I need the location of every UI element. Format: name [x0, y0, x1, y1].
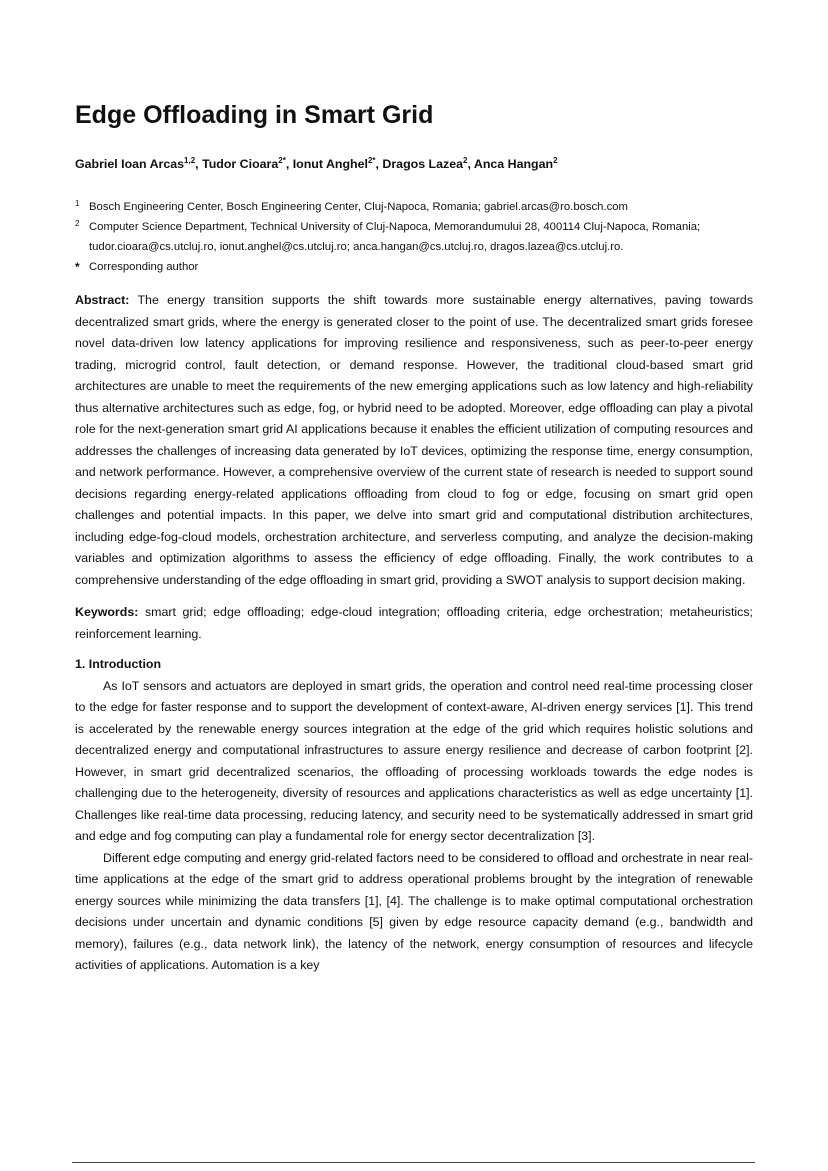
author: Gabriel Ioan Arcas$^{1,2}$, — [75, 156, 203, 172]
paper-page — [75, 100, 753, 977]
affiliation-mark: * — [75, 260, 80, 275]
abstract-label: Abstract: — [75, 293, 130, 308]
affiliation-item — [75, 257, 753, 277]
affiliation-list — [75, 197, 753, 277]
abstract-text: The energy transition supports the shift towards more sustainable energy alternatives, paving towards decentralized smart grids, where the energy is generated closer to the point of use. The decentralized smart grids foresee novel data-driven low latency applications for improving resilience and responsiveness, such as peer-to-peer energy trading, microgrid control, fault detection, or demand response. However, the traditional cloud-based smart grid architectures are unable to meet the requirements of the new emerging applications such as low latency and high-reliability thus alternative architectures such as edge, fog, or hybrid need to be adopted. Moreover, edge offloading can play a pivotal role for the next-generation smart grid AI applications because it enables the efficient utilization of computing resources and addresses the challenges of increasing data generated by IoT devices, optimizing the response time, energy consumption, and network performance. However, a comprehensive overview of the current state of research is needed to support sound decisions regarding energy-related applications offloading from cloud to fog or edge, focusing on smart grid open challenges and potential impacts. In this paper, we delve into smart grid and computational distribution architectures, including edge-fog-cloud models, orchestration architecture, and serverless computing, and analyze the decision-making variables and optimization algorithms to assess the efficiency of edge offloading. Finally, the work contributes to a comprehensive understanding of the edge offloading in smart grid, providing a SWOT analysis to support decision making. — [75, 293, 754, 587]
author: Ionut Anghel$^{2*}$, — [292, 156, 383, 172]
affiliation-text: Bosch Engineering Center, Bosch Engineering Center, Cluj-Napoca, Romania; gabriel.arcas@ro.bosch.com — [89, 201, 628, 214]
affiliation-item — [75, 217, 753, 257]
keywords-label: Keywords: — [75, 605, 139, 620]
affiliation-text: Corresponding author — [89, 261, 199, 274]
section-heading: 1. Introduction — [75, 657, 162, 672]
author: Tudor Cioara$^{2*}$, — [202, 156, 293, 172]
paragraph: Different edge computing and energy grid-related factors need to be considered to offload and orchestrate in near real-time applications at the edge of the smart grid to address operational problems brought by the integration of renewable energy sources while minimizing the data transfers [1], [4]. The challenge is to make optimal computational orchestration decisions under uncertain and dynamic conditions [5] given by edge resource capacity demand (e.g., bandwidth and memory), failures (e.g., data network link), the latency of the network, energy consumption of resources and lifecycle activities of applications. Automation is a key — [75, 850, 753, 973]
affiliation-mark: 1 — [75, 199, 80, 209]
paragraph: As IoT sensors and actuators are deployed in smart grids, the operation and control need real-time processing closer to the edge for faster response and to support the development of context-aware, AI-driven energy services [1]. This trend is accelerated by the renewable energy sources integration at the edge of the grid which requires holistic solutions and decentralized energy and computational infrastructures to assure energy resilience and decrease of carbon footprint [2]. However, in smart grid decentralized scenarios, the offloading of processing workloads towards the edge nodes is challenging due to the heterogeneity, diversity of resources and applications characteristics as well as edge uncertainty [1]. Challenges like real-time data processing, reducing latency, and security need to be systematically addressed in smart grid and edge and fog computing can play a fundamental role for energy sector decentralization [3]. — [75, 678, 753, 844]
author: Dragos Lazea$^2$, — [382, 156, 474, 172]
paper-title: Edge Offloading in Smart Grid — [75, 101, 434, 129]
affiliation-text: Computer Science Department, Technical University of Cluj-Napoca, Memorandumului 28, 400114 Cluj-Napoca, Romania; tudor.cioara@cs.utcluj.ro, ionut.anghel@cs.utcluj.ro; anca.hangan@cs.utcluj.ro, dragos.lazea@cs.utcluj.ro. — [89, 221, 701, 254]
keywords — [75, 602, 753, 645]
author-list — [75, 156, 753, 172]
keywords-text: smart grid; edge offloading; edge-cloud integration; offloading criteria, edge orchestration; metaheuristics; reinforcement learning. — [75, 605, 753, 641]
affiliation-mark: 2 — [75, 219, 80, 229]
author: Anca Hangan$^2$ — [473, 156, 558, 172]
footer-rule — [72, 1162, 755, 1163]
abstract — [75, 290, 753, 591]
affiliation-item — [75, 197, 753, 217]
